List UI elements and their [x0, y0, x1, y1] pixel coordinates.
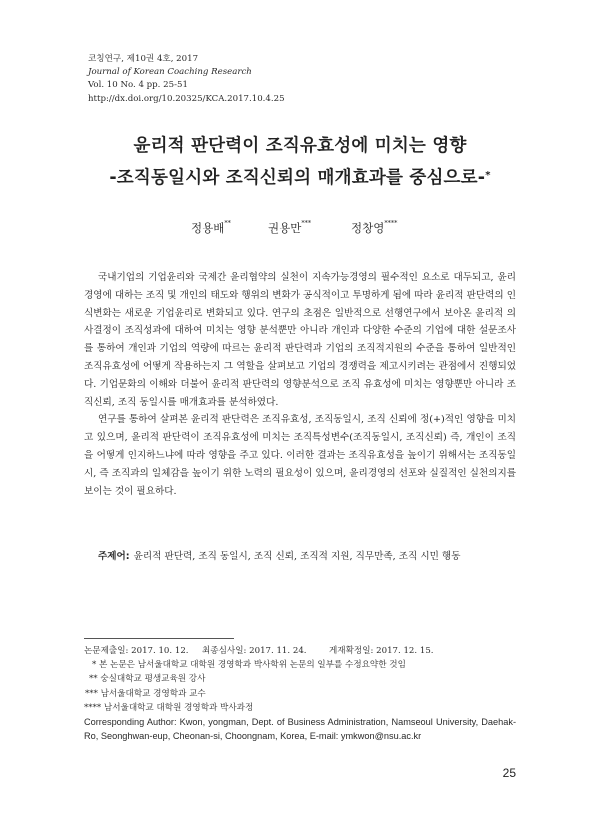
- author-mark: ***: [301, 219, 312, 227]
- author-mark: ****: [384, 219, 398, 227]
- paper-title: [0, 130, 600, 194]
- author-mark: **: [224, 219, 231, 227]
- abstract: [84, 269, 516, 500]
- footnote-3: *** 남서울대학교 경영학과 교수: [85, 688, 206, 699]
- date-accepted: 게재확정일: 2017. 12. 15.: [329, 646, 434, 656]
- corresponding-author: Corresponding Author: Kwon, yongman, Dept. of Business Administration, Namseoul University, Daehak-Ro, Seonghwan-eup, Cheonan-si, Choongnam, Korea, E-mail: ymkwon@nsu.ac.kr: [84, 717, 516, 742]
- author-3: [351, 220, 397, 236]
- journal-doi: http://dx.doi.org/10.20325/KCA.2017.10.4.25: [88, 93, 285, 104]
- title-main: 윤리적 판단력이 조직유효성에 미치는 영향: [133, 136, 467, 156]
- author-1: [191, 220, 231, 236]
- title-subtitle-text: -조직동일시와 조직신뢰의 매개효과를 중심으로-: [109, 168, 486, 188]
- date-submitted: 논문제출일: 2017. 10. 12.: [84, 646, 189, 656]
- author-name: 정창영: [351, 221, 385, 235]
- title-footnote-marker: *: [485, 170, 491, 181]
- keywords: [98, 548, 460, 562]
- page-number: 25: [502, 766, 516, 780]
- author-name: 정용배: [191, 221, 225, 235]
- footnote-2: ** 숭실대학교 평생교육원 강사: [89, 674, 206, 685]
- abstract-paragraph-1: 국내기업의 기업윤리와 국제간 윤리협약의 실천이 지속가능경영의 필수적인 요소로 대두되고, 윤리경영에 대하는 조직 및 개인의 태도와 행위의 변화가 공식적이고 투명하게 됨에 따라 윤리적 판단력의 인식변화는 새로운 기업윤리로 변화되고 있다. 연구의 초점은 일반적으로 선행연구에서 보아온 윤리적 의사결정이 조직성과에 대하여 미치는 영향 분석뿐만 아니라 개인과 다양한 수준의 기업에 대한 설문조사를 통하여 개인과 기업의 역량에 따르는 윤리적 판단력과 기업의 조직적지원의 수준을 통하여 일반적인 조직유효성에 어떻게 작용하는지 그 역할을 살펴보고 기업의 경쟁력을 제고시키려는 관점에서 진행되었다. 기업문화의 이해와 더불어 윤리적 판단력의 영향분석으로 조직 유효성에 미치는 영향뿐만 아니라 조직신뢰, 조직 동일시를 매개효과를 분석하였다.: [84, 272, 516, 408]
- keywords-text: 윤리적 판단력, 조직 동일시, 조직 신뢰, 조직적 지원, 직무만족, 조직 시민 행동: [133, 551, 461, 562]
- footnote-4: **** 남서울대학교 대학원 경영학과 박사과정: [84, 702, 254, 713]
- footnote-1: * 본 논문은 남서울대학교 대학원 경영학과 박사학위 논문의 일부를 수정요약한 것임: [92, 660, 406, 671]
- keywords-label: 주제어:: [98, 551, 130, 562]
- author-name: 권용만: [268, 221, 302, 235]
- footnotes: [84, 644, 516, 743]
- journal-info: [88, 53, 285, 106]
- title-sub: [0, 162, 600, 194]
- author-2: [268, 220, 311, 236]
- journal-name: Journal of Korean Coaching Research: [88, 67, 252, 78]
- abstract-paragraph-2: 연구를 통하여 살펴본 윤리적 판단력은 조직유효성, 조직동일시, 조직 신뢰에 정(+)적인 영향을 미치고 있으며, 윤리적 판단력이 조직유효성에 미치는 조직특성변수(조직동일시, 조직신뢰) 즉, 개인이 조직을 어떻게 인지하느냐에 따라 영향을 주고 있다. 이러한 결과는 조직유효성을 높이기 위해서는 조직동일시, 즉 조직과의 일체감을 높이기 위한 노력의 필요성이 있으며, 윤리경영의 선포와 실질적인 실천의지를 보이는 것이 필요하다.: [84, 414, 516, 497]
- date-reviewed: 최종심사일: 2017. 11. 24.: [202, 646, 307, 656]
- footnote-divider: [84, 638, 234, 639]
- journal-volume: Vol. 10 No. 4 pp. 25-51: [88, 80, 188, 91]
- journal-issue: 코칭연구, 제10권 4호, 2017: [88, 54, 199, 64]
- submission-dates: [84, 644, 516, 658]
